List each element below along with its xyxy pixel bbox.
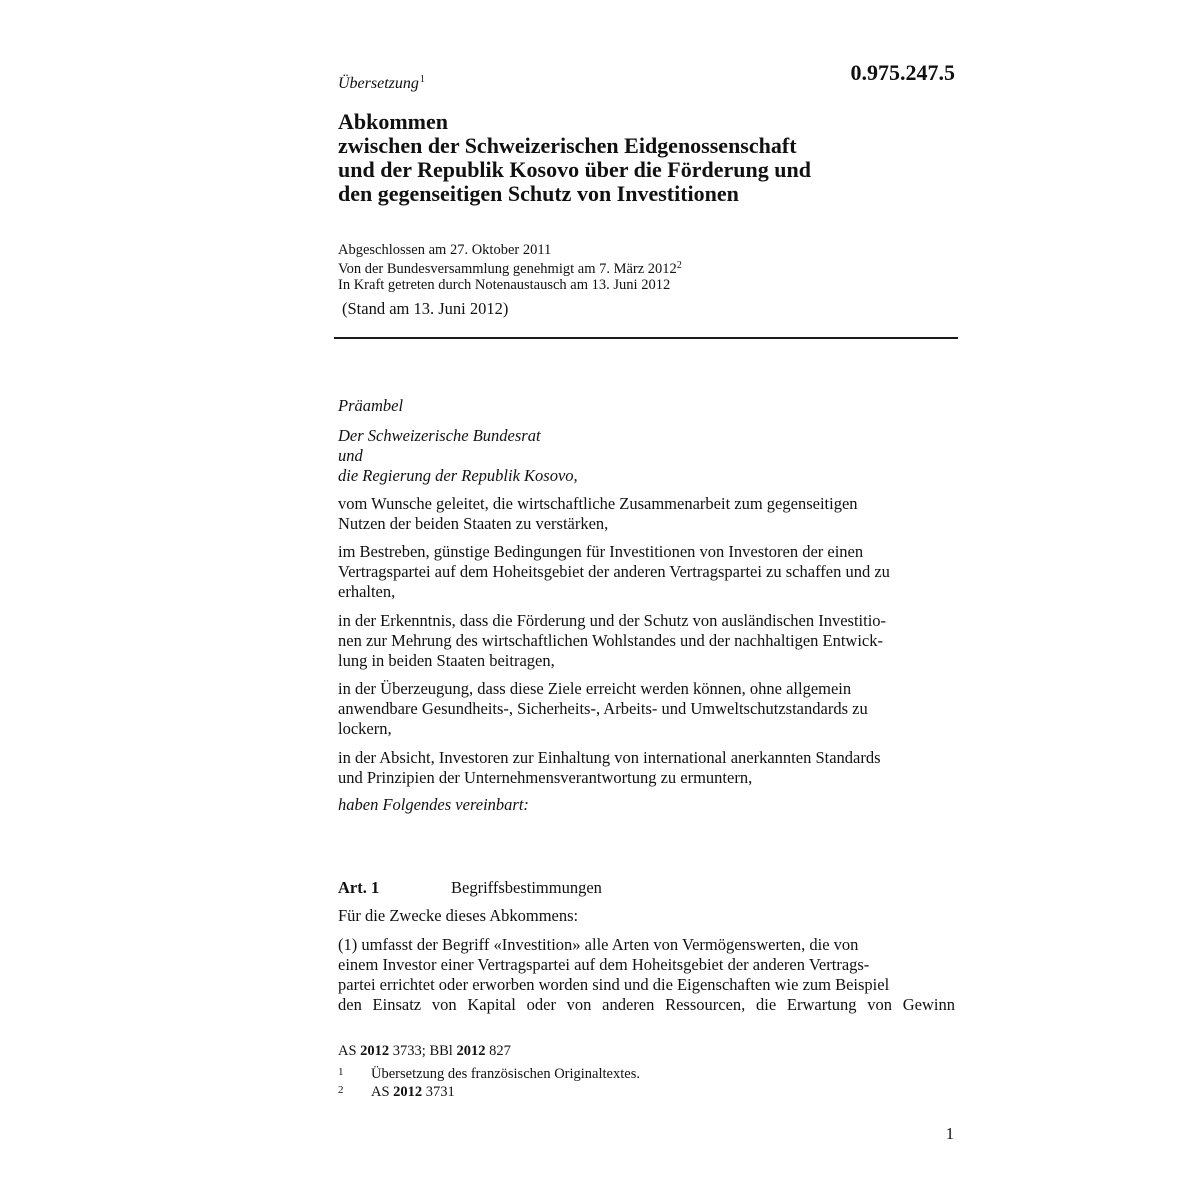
preamble-paragraph bbox=[338, 748, 955, 788]
footnote-text: AS bbox=[371, 1084, 394, 1100]
footnote-mark: 2 bbox=[338, 1084, 344, 1096]
paragraph-line: erhalten, bbox=[338, 582, 396, 601]
paragraph-line: lung in beiden Staaten beitragen, bbox=[338, 651, 555, 670]
paragraph-line: den Einsatz von Kapital oder von anderen Ressourcen, die Erwartung von Gewinn bbox=[338, 995, 955, 1014]
pub-bbl-year: 2012 bbox=[456, 1043, 486, 1059]
sr-number: 0.975.247.5 bbox=[850, 60, 955, 85]
preamble-parties bbox=[338, 426, 955, 486]
paragraph-line: in der Erkenntnis, dass die Förderung und der Schutz von ausländischen Investitio- bbox=[338, 611, 887, 630]
paragraph-line: in der Absicht, Investoren zur Einhaltung von international anerkannten Standards bbox=[338, 748, 881, 767]
pub-as-page: 3733; BBl bbox=[389, 1043, 457, 1059]
preamble-paragraph bbox=[338, 494, 955, 534]
footnote-year: 2012 bbox=[393, 1084, 423, 1100]
pub-bbl-page: 827 bbox=[485, 1043, 511, 1059]
footnote-2 bbox=[338, 1082, 955, 1100]
header-divider bbox=[334, 337, 958, 339]
title-line: zwischen der Schweizerischen Eidgenossenschaft bbox=[338, 133, 797, 158]
title-line: den gegenseitigen Schutz von Investitionen bbox=[338, 181, 739, 206]
footnote-page: 3731 bbox=[422, 1084, 455, 1100]
preamble-paragraph bbox=[338, 679, 955, 739]
paragraph-line: Nutzen der beiden Staaten zu verstärken, bbox=[338, 514, 609, 533]
document-title bbox=[338, 110, 958, 206]
pub-as-prefix: AS bbox=[338, 1043, 361, 1059]
paragraph-line: lockern, bbox=[338, 719, 392, 738]
paragraph-line: im Bestreben, günstige Bedingungen für Investitionen von Investoren der einen bbox=[338, 542, 864, 561]
article-intro: Für die Zwecke dieses Abkommens: bbox=[338, 906, 579, 925]
status-date: (Stand am 13. Juni 2012) bbox=[342, 299, 509, 318]
party-line: Der Schweizerische Bundesrat bbox=[338, 426, 541, 445]
preamble-paragraph bbox=[338, 611, 955, 671]
concluded-date: Abgeschlossen am 27. Oktober 2011 bbox=[338, 242, 552, 258]
pub-as-year: 2012 bbox=[360, 1043, 390, 1059]
paragraph-line: (1) umfasst der Begriff «Investition» alle Arten von Vermögenswerten, die von bbox=[338, 935, 859, 954]
paragraph-line: partei errichtet oder erworben worden sind und die Eigenschaften wie zum Beispiel bbox=[338, 975, 890, 994]
in-force-date: In Kraft getreten durch Notenaustausch am 13. Juni 2012 bbox=[338, 277, 671, 293]
paragraph-line: Vertragspartei auf dem Hoheitsgebiet der anderen Vertragspartei zu schaffen und zu bbox=[338, 562, 890, 581]
page-number: 1 bbox=[945, 1124, 954, 1143]
party-line: und bbox=[338, 446, 363, 465]
article-paragraph bbox=[338, 935, 955, 1015]
footnote-text: Übersetzung des französischen Originaltextes. bbox=[371, 1066, 640, 1082]
preamble-paragraph bbox=[338, 542, 955, 602]
title-line: und der Republik Kosovo über die Förderung und bbox=[338, 157, 811, 182]
footnote-ref-1[interactable]: 1 bbox=[419, 74, 425, 85]
article-heading bbox=[338, 878, 602, 898]
paragraph-line: anwendbare Gesundheits-, Sicherheits-, Arbeits- und Umweltschutzstandards zu bbox=[338, 699, 868, 718]
paragraph-line: einem Investor einer Vertragspartei auf dem Hoheitsgebiet der anderen Vertrags- bbox=[338, 955, 870, 974]
translation-label bbox=[338, 74, 425, 93]
paragraph-line: nen zur Mehrung des wirtschaftlichen Wohlstandes und der nachhaltigen Entwick- bbox=[338, 631, 883, 650]
approved-date bbox=[338, 258, 958, 277]
footnote-1 bbox=[338, 1064, 955, 1082]
approved-date-text: Von der Bundesversammlung genehmigt am 7. März 2012 bbox=[338, 261, 677, 277]
preamble-closing: haben Folgendes vereinbart: bbox=[338, 795, 529, 814]
footnotes bbox=[338, 1043, 955, 1100]
paragraph-line: und Prinzipien der Unternehmensverantwortung zu ermuntern, bbox=[338, 768, 753, 787]
publication-reference bbox=[338, 1043, 955, 1059]
translation-label-text: Übersetzung bbox=[338, 75, 419, 92]
party-line: die Regierung der Republik Kosovo, bbox=[338, 466, 578, 485]
article-title: Begriffsbestimmungen bbox=[451, 878, 602, 897]
title-line: Abkommen bbox=[338, 109, 449, 134]
document-meta bbox=[338, 242, 958, 293]
paragraph-line: vom Wunsche geleitet, die wirtschaftliche Zusammenarbeit zum gegenseitigen bbox=[338, 494, 858, 513]
preamble-heading: Präambel bbox=[338, 396, 404, 415]
footnote-mark: 1 bbox=[338, 1066, 344, 1078]
article-number: Art. 1 bbox=[338, 878, 380, 897]
footnote-ref-2[interactable]: 2 bbox=[676, 260, 682, 271]
paragraph-line: in der Überzeugung, dass diese Ziele erreicht werden können, ohne allgemein bbox=[338, 679, 852, 698]
